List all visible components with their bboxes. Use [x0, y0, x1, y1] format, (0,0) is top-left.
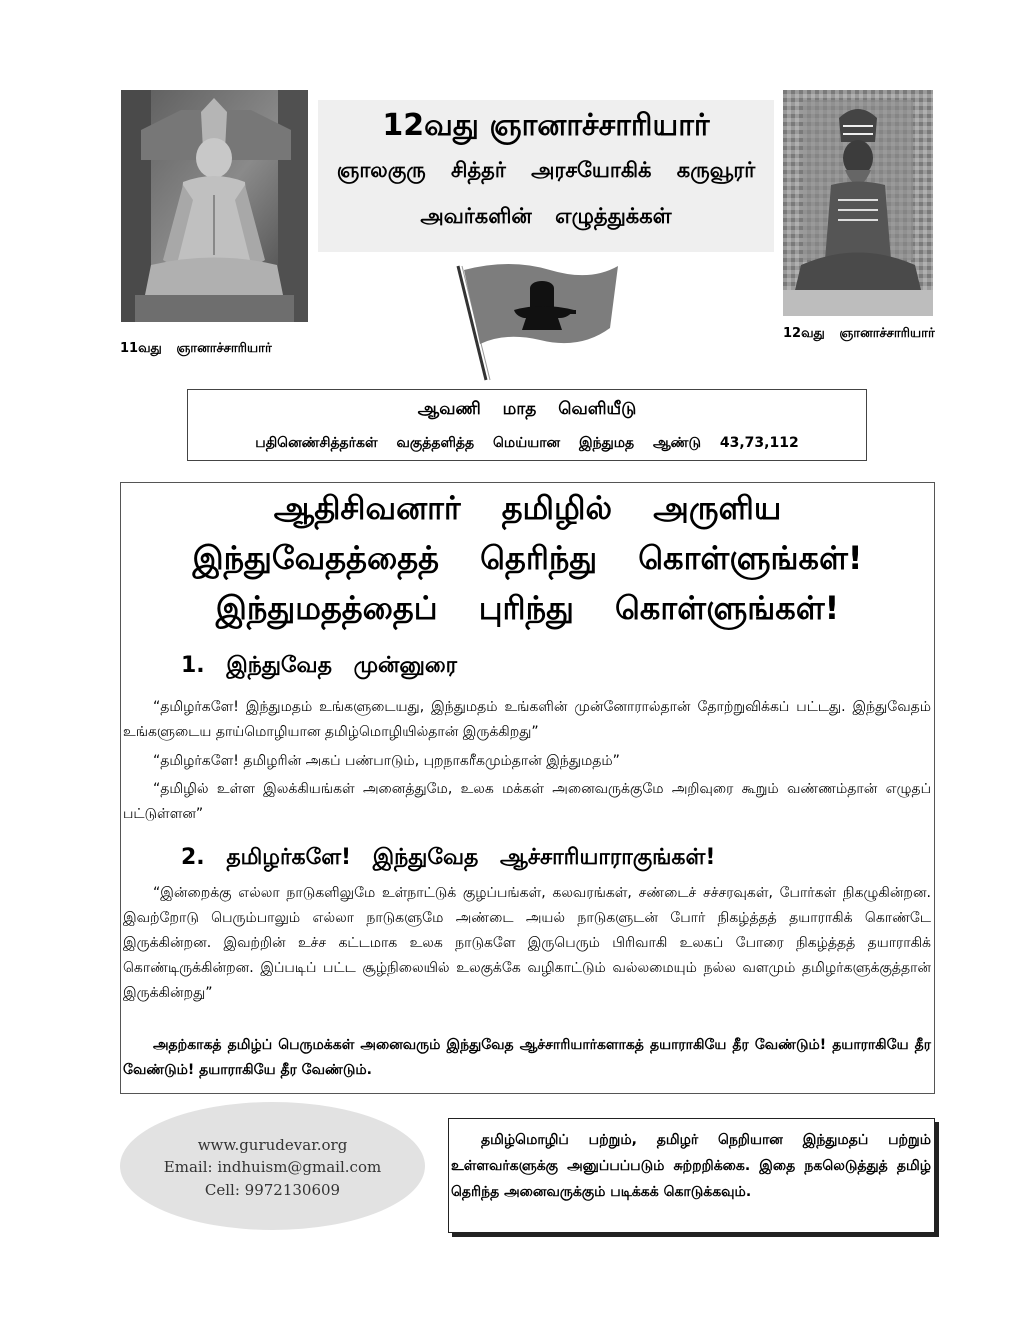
website-link[interactable]: www.gurudevar.org — [197, 1136, 348, 1154]
headline-1: ஆதிசிவனார் தமிழில் அருளிய — [273, 489, 782, 527]
caption-11th-acharya: 11வது ஞானாச்சாரியார் — [120, 341, 272, 356]
section-2-title: 2. தமிழர்களே! இந்துவேத ஆச்சாரியாராகுங்கள்! — [181, 845, 716, 870]
main-article-box — [120, 482, 935, 1094]
section-1-title: 1. இந்துவேத முன்னுரை — [181, 653, 458, 678]
title-line-2: ஞாலகுரு சித்தர் அரசயோகிக் கருவூரர் — [336, 158, 756, 182]
release-month: ஆவணி மாத வெளியீடு — [417, 399, 637, 419]
email-link[interactable]: Email: indhuism@gmail.com — [163, 1158, 382, 1176]
title-box — [318, 100, 774, 252]
release-info-box — [187, 389, 867, 461]
title-line-1: 12வது ஞானாச்சாரியார் — [382, 108, 710, 143]
headline-2: இந்துவேதத்தைத் தெரிந்து கொள்ளுங்கள்! — [192, 539, 863, 577]
notice-box — [448, 1118, 935, 1233]
paragraph-2: “தமிழர்களே! தமிழரின் அகப் பண்பாடும், புறநாகரீகமும்தான் இந்துமதம்” — [153, 753, 620, 769]
paragraph-5: அதற்காகத் தமிழ்ப் பெருமக்கள் அனைவரும் இந்துவேத ஆச்சாரியார்களாகத் தயாராகியே தீர வேண்டும்! தயாராகியே தீர வேண்டும்! தயாராகியே தீர வேண்டும். — [123, 1037, 931, 1078]
photo-12th-acharya — [783, 90, 933, 316]
contact-oval — [120, 1102, 425, 1230]
paragraph-1: “தமிழர்களே! இந்துமதம் உங்களுடையது, இந்துமதம் உங்களின் முன்னோரால்தான் தோற்றுவிக்கப் பட்டது. இந்துவேதம் உங்களுடைய தாய்மொழியான தமிழ்மொழியில்தான் இருக்கிறது” — [123, 699, 931, 740]
notice-text: தமிழ்மொழிப் பற்றும், தமிழர் நெறியான இந்துமதப் பற்றும் உள்ளவர்களுக்கு அனுப்பப்படும் சுற்றறிக்கை. இதை நகலெடுத்துத் தமிழ் தெரிந்த அனைவருக்கும் படிக்கக் கொடுக்கவும். — [451, 1132, 931, 1200]
photo-11th-acharya — [121, 90, 308, 322]
title-line-3: அவர்களின் எழுத்துக்கள் — [420, 204, 672, 228]
headline-3: இந்துமதத்தைப் புரிந்து கொள்ளுங்கள்! — [215, 589, 840, 627]
paragraph-4: “இன்றைக்கு எல்லா நாடுகளிலுமே உள்நாட்டுக் குழப்பங்கள், கலவரங்கள், சண்டைச் சச்சரவுகள், போர்கள் நிகழுகின்றன. இவற்றோடு பெரும்பாலும் எல்லா நாடுகளுமே அண்டை அயல் நாடுகளுடன் போர் நிகழ்த்தத் தயாராகிக் கொண்டே இருக்கின்றன. இவற்றின் உச்ச கட்டமாக உலக நாடுகளே இருபெரும் பிரிவாகி உலகப் போரை நிகழ்த்தத் தயாராகிக் கொண்டிருக்கின்றன. இப்படிப் பட்ட சூழ்நிலையில் உலகுக்கே வழிகாட்டும் வல்லமையும் நல்ல வளமும் தமிழர்களுக்குத்தான் இருக்கின்றது” — [123, 885, 931, 1001]
paragraph-3: “தமிழில் உள்ள இலக்கியங்கள் அனைத்துமே, உலக மக்கள் அனைவருக்குமே அறிவுரை கூறும் வண்ணம்தான் எழுதப் பட்டுள்ளன” — [123, 781, 931, 822]
phone-number: Cell: 9972130609 — [204, 1181, 341, 1199]
shiva-lingam-flag-icon — [450, 258, 622, 382]
caption-12th-acharya: 12வது ஞானாச்சாரியார் — [783, 326, 935, 341]
release-year-line: பதினெண்சித்தர்கள் வகுத்தளித்த மெய்யான இந்துமத ஆண்டு 43,73,112 — [255, 435, 799, 451]
